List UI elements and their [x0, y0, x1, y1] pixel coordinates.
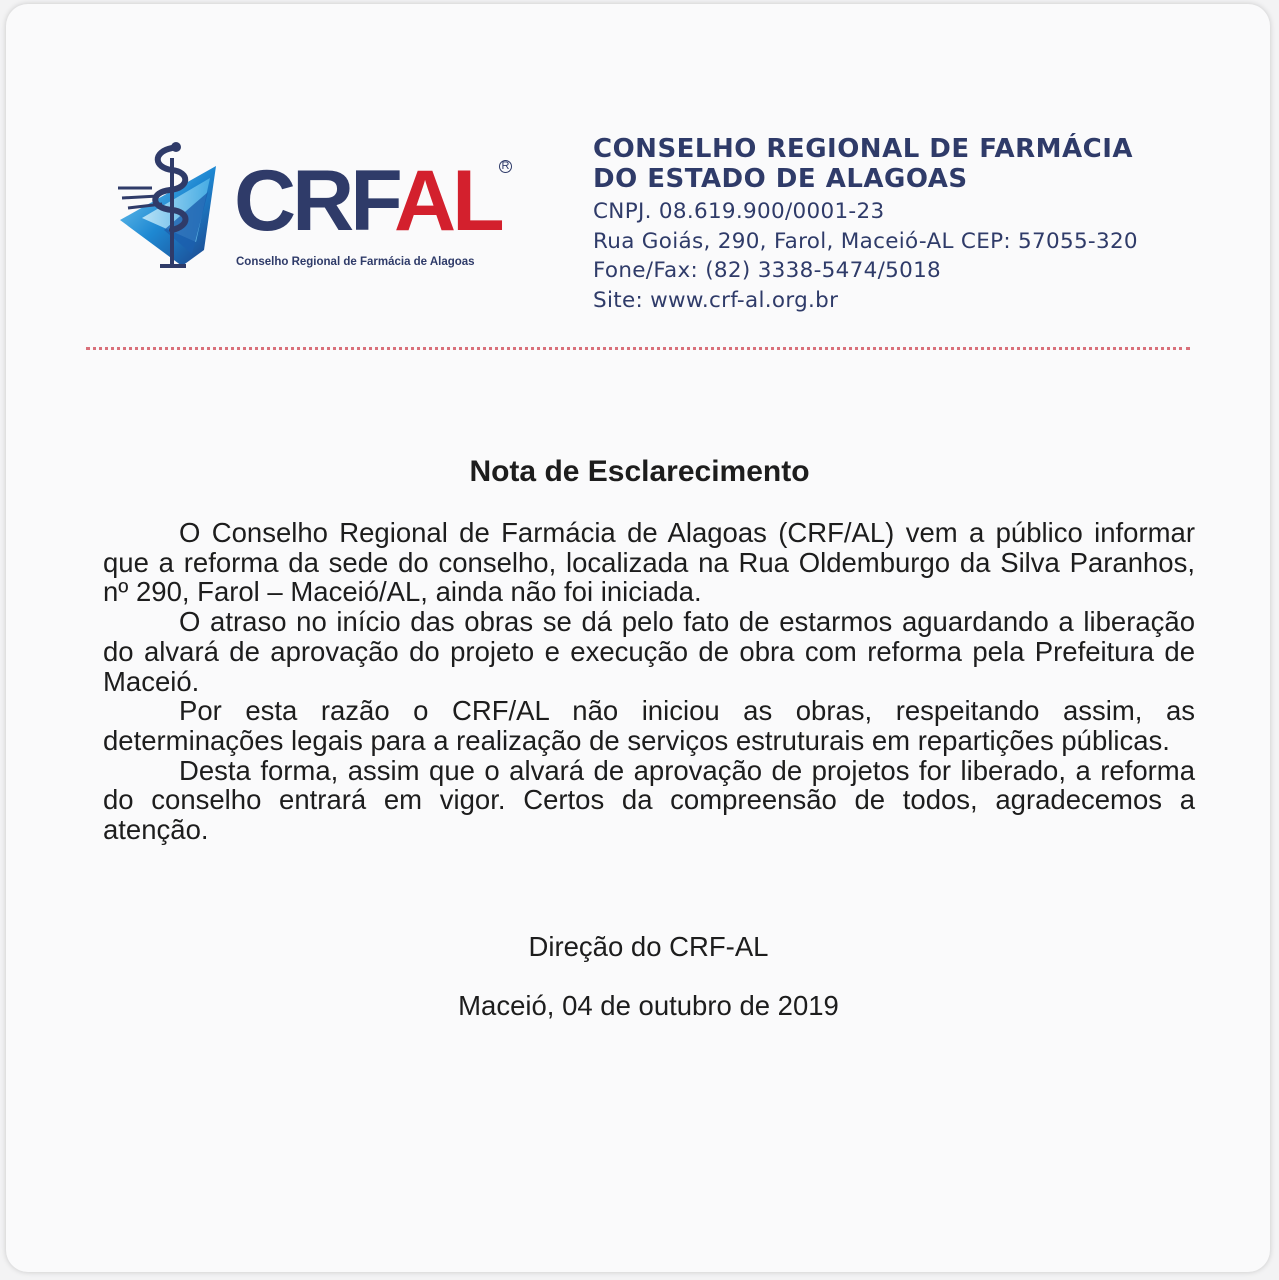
logo-tagline: Conselho Regional de Farmácia de Alagoas — [236, 256, 475, 268]
paragraph: O atraso no início das obras se dá pelo fato de estarmos aguardando a liberação do alvará de aprovação do projeto e execução de obra com reforma pela Prefeitura de Maceió. — [103, 606, 1195, 697]
organization-info — [593, 134, 1138, 315]
org-name-line1: CONSELHO REGIONAL DE FARMÁCIA — [593, 134, 1133, 164]
pharmacy-bowl-serpent-icon — [112, 138, 232, 270]
org-site: Site: www.crf-al.org.br — [593, 287, 839, 313]
dotted-divider — [86, 347, 1190, 350]
logo-wordmark — [234, 153, 501, 249]
logo-word-crf: CRF — [234, 153, 394, 249]
paragraph: Desta forma, assim que o alvará de aprovação de projetos for liberado, a reforma do conselho entrará em vigor. Certos da compreensão de todos, agradecemos a atenção. — [103, 754, 1195, 846]
document-body — [103, 518, 1195, 845]
crfal-logo — [112, 138, 542, 278]
document-title: Nota de Esclarecimento — [469, 455, 810, 488]
logo-word-al: AL — [394, 153, 501, 249]
org-address: Rua Goiás, 290, Farol, Maceió-AL CEP: 57055-320 — [593, 228, 1138, 254]
place-date: Maceió, 04 de outubro de 2019 — [458, 990, 839, 1021]
org-phone: Fone/Fax: (82) 3338-5474/5018 — [593, 258, 942, 283]
signature: Direção do CRF-AL — [528, 931, 769, 962]
org-name-line2: DO ESTADO DE ALAGOAS — [593, 164, 968, 194]
paragraph: O Conselho Regional de Farmácia de Alagoas (CRF/AL) vem a público informar que a reforma da sede do conselho, localizada na Rua Oldemburgo da Silva Paranhos, nº 290, Farol – Maceió/AL, ainda não foi iniciada. — [103, 517, 1195, 608]
paragraph: Por esta razão o CRF/AL não iniciou as obras, respeitando assim, as determinações legais para a realização de serviços estruturais em repartições públicas. — [103, 695, 1195, 756]
org-cnpj: CNPJ. 08.619.900/0001-23 — [593, 199, 885, 224]
registered-mark: R — [499, 160, 512, 173]
